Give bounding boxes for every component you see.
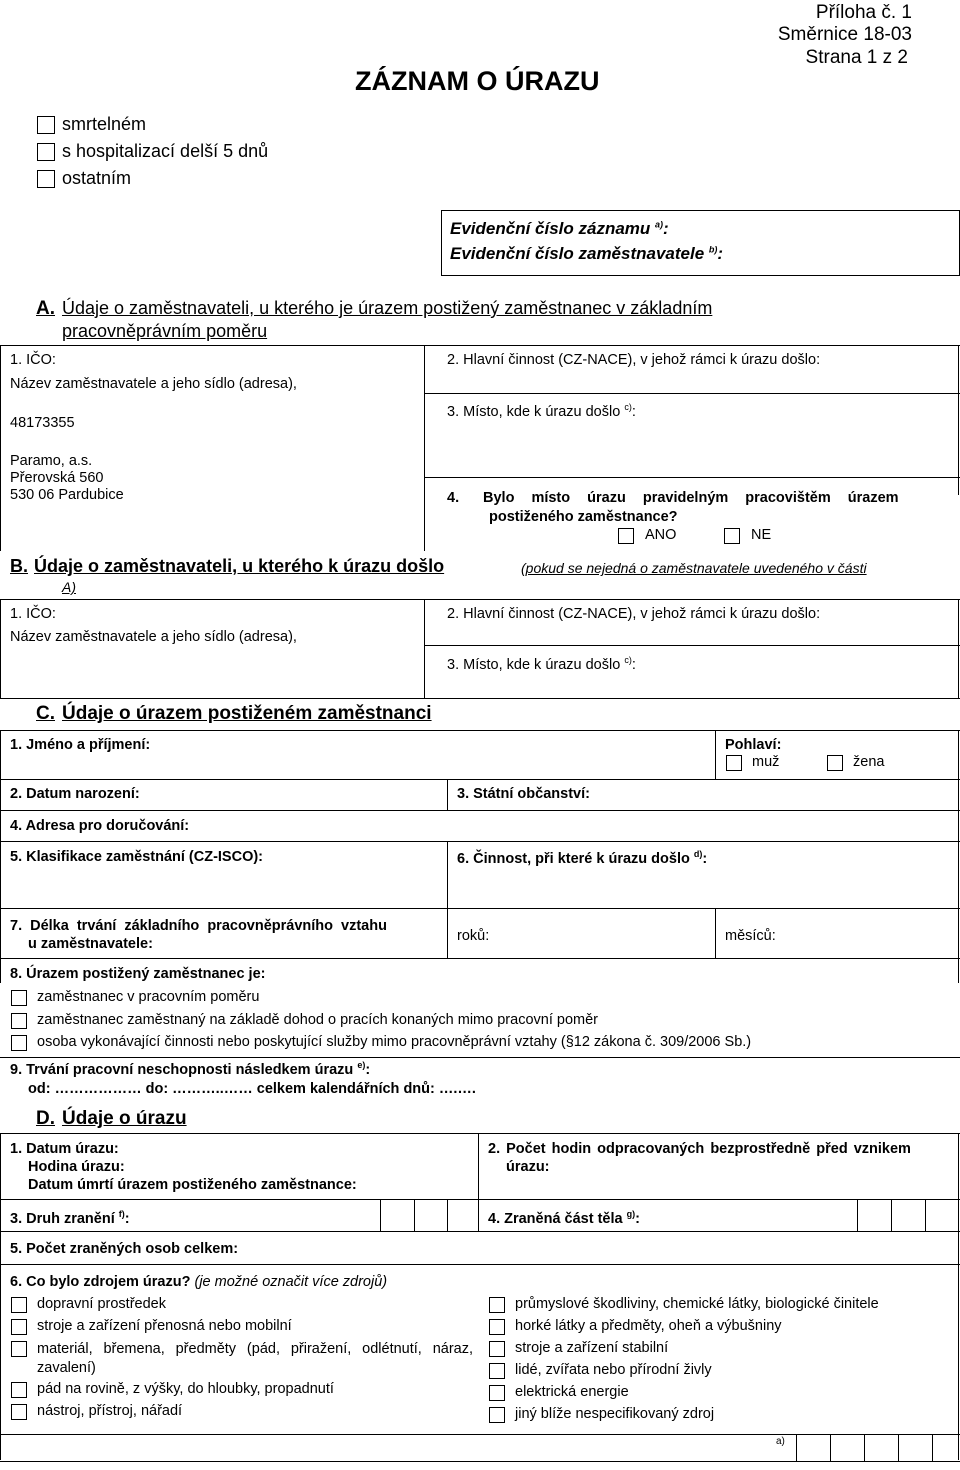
c-months-label: měsíců:	[725, 928, 776, 944]
section-a-letter: A.	[36, 298, 55, 319]
a-name-label: Název zaměstnavatele a jeho sídlo (adresa),	[10, 376, 297, 392]
checkbox-source-tool[interactable]	[11, 1404, 27, 1420]
d-hour-label: Hodina úrazu:	[28, 1159, 125, 1175]
a-activity-label: 2. Hlavní činnost (CZ-NACE), v jehož rámci k úrazu došlo:	[447, 352, 821, 368]
d-source-label: 6. Co bylo zdrojem úrazu? (je možné označit více zdrojů)	[10, 1274, 388, 1290]
checkbox-status-agreement[interactable]	[11, 1013, 27, 1029]
d-source-industrial: průmyslové škodliviny, chemické látky, biologické činitele	[515, 1296, 879, 1312]
section-b-note-2: A)	[62, 579, 76, 595]
checkbox-source-stationary[interactable]	[489, 1341, 505, 1357]
c-status-label: 8. Úrazem postižený zaměstnanec je:	[10, 966, 266, 982]
section-b-title: Údaje o zaměstnavateli, u kterého k úrazu došlo	[34, 556, 445, 576]
section-d-title: Údaje o úrazu	[62, 1108, 187, 1129]
d-source-material: materiál, břemena, předměty (pád, přiražení, odlétnutí, náraz, zavalení)	[37, 1341, 473, 1376]
c-incapacity-label: 9. Trvání pracovní neschopnosti následkem úrazu $^{e)}$:	[10, 1060, 371, 1078]
d-hours-line1: 2. Počet hodin odpracovaných bezprostředně před vznikem	[488, 1141, 911, 1157]
checkbox-source-mobile-machines[interactable]	[11, 1319, 27, 1335]
directive-label: Směrnice 18-03	[777, 24, 912, 45]
c-male-label: muž	[752, 754, 780, 770]
checkbox-source-other[interactable]	[489, 1407, 505, 1423]
d-source-people: lidé, zvířata nebo přírodní živly	[515, 1362, 712, 1378]
section-c-letter: C.	[36, 703, 55, 724]
c-status-other: osoba vykonávající činnosti nebo poskytující služby mimo pracovněprávní vztahy (§12 zákona č. 309/2006 Sb.)	[37, 1034, 752, 1050]
b-ico-label: 1. IČO:	[10, 606, 56, 622]
injury-type-other: ostatním	[62, 168, 132, 188]
d-date-label: 1. Datum úrazu:	[10, 1141, 119, 1157]
c-years-label: roků:	[457, 928, 490, 944]
checkbox-source-vehicle[interactable]	[11, 1297, 27, 1313]
a-company-street: Přerovská 560	[10, 470, 104, 486]
injury-type-hospitalization: s hospitalizací delší 5 dnů	[62, 141, 269, 161]
c-gender-label: Pohlaví:	[725, 737, 782, 753]
d-source-electric: elektrická energie	[515, 1384, 629, 1400]
checkbox-status-other[interactable]	[11, 1035, 27, 1051]
section-a-title-2: pracovněprávním poměru	[62, 321, 268, 341]
a-company-name: Paramo, a.s.	[10, 453, 93, 469]
d-source-hot: horké látky a předměty, oheň a výbušniny	[515, 1318, 782, 1334]
d-injured-count-label: 5. Počet zraněných osob celkem:	[10, 1241, 239, 1257]
checkbox-male[interactable]	[726, 755, 742, 771]
d-source-stationary: stroje a zařízení stabilní	[515, 1340, 669, 1356]
a-regular-q-line2: postiženého zaměstnance?	[489, 509, 678, 525]
checkbox-source-hot[interactable]	[489, 1319, 505, 1335]
d-source-mobile-machines: stroje a zařízení přenosná nebo mobilní	[37, 1318, 292, 1334]
c-activity-label: 6. Činnost, při které k úrazu došlo $^{d)}$:	[457, 849, 708, 867]
d-death-label: Datum úmrtí úrazem postiženého zaměstnance:	[28, 1177, 357, 1193]
section-d-letter: D.	[36, 1108, 55, 1129]
c-address-label: 4. Adresa pro doručování:	[10, 818, 190, 834]
b-place-label: 3. Místo, kde k úrazu došlo $^{c)}$:	[447, 655, 636, 673]
annex-label: Příloha č. 1	[815, 2, 912, 23]
b-name-label: Název zaměstnavatele a jeho sídlo (adresa),	[10, 629, 297, 645]
b-activity-label: 2. Hlavní činnost (CZ-NACE), v jehož rámci k úrazu došlo:	[447, 606, 821, 622]
checkbox-no[interactable]	[724, 528, 740, 544]
c-incapacity-line: od: ……………… do: ………..…… celkem kalendářních dnů: ….….	[28, 1081, 476, 1097]
checkbox-yes[interactable]	[618, 528, 634, 544]
c-duration-line2: u zaměstnavatele:	[28, 936, 153, 952]
record-number-label: Evidenční číslo záznamu $^{a)}$:	[450, 219, 669, 238]
section-b-letter: B.	[10, 556, 28, 576]
c-citizenship-label: 3. Státní občanství:	[457, 786, 590, 802]
a-ico-label: 1. IČO:	[10, 352, 56, 368]
section-c-title: Údaje o úrazem postiženém zaměstnanci	[62, 703, 432, 724]
checkbox-source-material[interactable]	[11, 1341, 27, 1357]
employer-number-label: Evidenční číslo zaměstnavatele $^{b)}$:	[450, 244, 724, 263]
a-ico-value: 48173355	[10, 415, 75, 431]
section-b-note: (pokud se nejedná o zaměstnavatele uvedeného v části	[521, 560, 867, 576]
d-source-vehicle: dopravní prostředek	[37, 1296, 166, 1312]
checkbox-source-electric[interactable]	[489, 1385, 505, 1401]
c-duration-line1: 7. Délka trvání základního pracovněprávního vztahu	[10, 918, 387, 934]
c-birth-label: 2. Datum narození:	[10, 786, 140, 802]
a-regular-q-line1: Bylo místo úrazu pravidelným pracovištěm úrazem	[483, 490, 899, 506]
checkbox-source-industrial[interactable]	[489, 1297, 505, 1313]
page-title: ZÁZNAM O ÚRAZU	[355, 66, 600, 96]
d-injury-kind-label: 3. Druh zranění $^{f)}$:	[10, 1209, 130, 1227]
c-isco-label: 5. Klasifikace zaměstnání (CZ-ISCO):	[10, 849, 264, 865]
page-number: Strana 1 z 2	[805, 47, 908, 68]
injury-type-fatal: smrtelném	[62, 114, 147, 134]
c-female-label: žena	[853, 754, 885, 770]
checkbox-source-people[interactable]	[489, 1363, 505, 1379]
d-source-tool: nástroj, přístroj, nářadí	[37, 1403, 183, 1419]
c-status-agreement: zaměstnanec zaměstnaný na základě dohod o pracích konaných mimo pracovní poměr	[37, 1012, 598, 1028]
footer-sup: a)	[776, 1436, 785, 1447]
checkbox-fatal[interactable]	[37, 116, 55, 134]
checkbox-female[interactable]	[827, 755, 843, 771]
checkbox-hospitalization[interactable]	[37, 143, 55, 161]
section-a-title-1: Údaje o zaměstnavateli, u kterého je úrazem postižený zaměstnanec v základním	[62, 298, 713, 318]
a-yes-label: ANO	[645, 527, 677, 543]
a-company-city: 530 06 Pardubice	[10, 487, 124, 503]
checkbox-source-fall[interactable]	[11, 1382, 27, 1398]
a-no-label: NE	[751, 527, 772, 543]
d-source-fall: pád na rovině, z výšky, do hloubky, propadnutí	[37, 1381, 334, 1397]
d-body-part-label: 4. Zraněná část těla $^{g)}$:	[488, 1209, 640, 1227]
a-place-label: 3. Místo, kde k úrazu došlo $^{c)}$:	[447, 402, 636, 420]
d-source-other: jiný blíže nespecifikovaný zdroj	[515, 1406, 715, 1422]
d-hours-line2: úrazu:	[506, 1159, 550, 1175]
a-regular-q-num: 4.	[447, 490, 460, 506]
c-name-label: 1. Jméno a příjmení:	[10, 737, 151, 753]
checkbox-status-employment[interactable]	[11, 990, 27, 1006]
c-status-employment: zaměstnanec v pracovním poměru	[37, 989, 260, 1005]
checkbox-other[interactable]	[37, 170, 55, 188]
